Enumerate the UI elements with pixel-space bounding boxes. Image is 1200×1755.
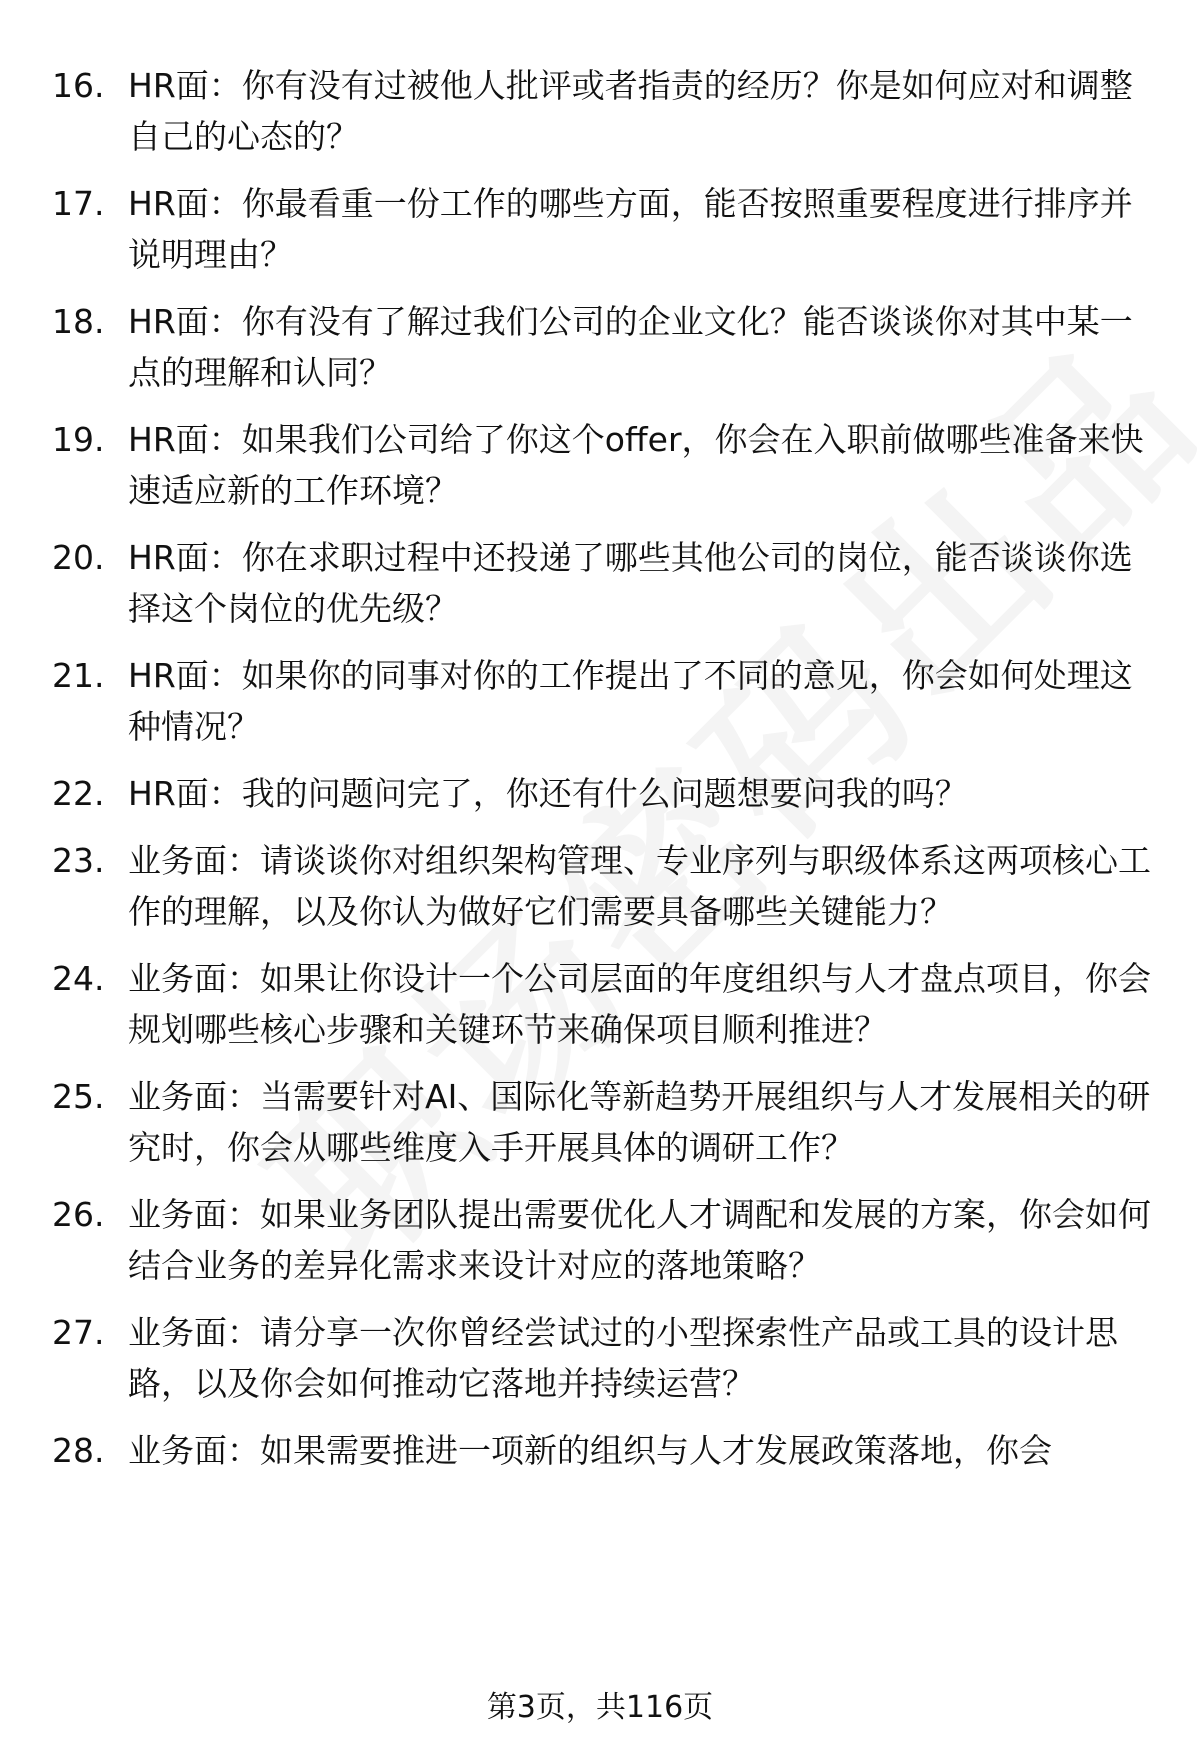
question-number: 17. (52, 184, 105, 223)
question-number: 24. (52, 959, 105, 998)
question-text: HR面：你有没有了解过我们公司的企业文化？能否谈谈你对其中某一点的理解和认同？ (128, 302, 1133, 392)
question-number: 27. (52, 1313, 105, 1352)
question-number: 28. (52, 1431, 105, 1470)
question-text: HR面：如果你的同事对你的工作提出了不同的意见，你会如何处理这种情况？ (128, 656, 1133, 746)
question-text: HR面：你有没有过被他人批评或者指责的经历？你是如何应对和调整自己的心态的？ (128, 66, 1133, 156)
question-text: HR面：我的问题问完了，你还有什么问题想要问我的吗？ (128, 774, 968, 813)
question-text: 业务面：如果让你设计一个公司层面的年度组织与人才盘点项目，你会规划哪些核心步骤和关键环节来确保项目顺利推进？ (128, 959, 1151, 1049)
question-number: 26. (52, 1195, 105, 1234)
question-text: HR面：你在求职过程中还投递了哪些其他公司的岗位，能否谈谈你选择这个岗位的优先级？ (128, 538, 1133, 628)
question-number: 21. (52, 656, 105, 695)
question-text: HR面：你最看重一份工作的哪些方面，能否按照重要程度进行排序并说明理由？ (128, 184, 1133, 274)
question-number: 25. (52, 1077, 105, 1116)
question-text: HR面：如果我们公司给了你这个offer，你会在入职前做哪些准备来快速适应新的工作环境？ (128, 420, 1144, 510)
question-text: 业务面：请分享一次你曾经尝试过的小型探索性产品或工具的设计思路，以及你会如何推动它落地并持续运营？ (128, 1313, 1118, 1403)
question-text: 业务面：如果业务团队提出需要优化人才调配和发展的方案，你会如何结合业务的差异化需求来设计对应的落地策略？ (128, 1195, 1151, 1285)
question-number: 20. (52, 538, 105, 577)
page-number-footer: 第3页，共116页 (486, 1690, 714, 1725)
question-number: 19. (52, 420, 105, 459)
question-text: 业务面：当需要针对AI、国际化等新趋势开展组织与人才发展相关的研究时，你会从哪些维度入手开展具体的调研工作？ (128, 1077, 1151, 1167)
question-text: 业务面：请谈谈你对组织架构管理、专业序列与职级体系这两项核心工作的理解，以及你认为做好它们需要具备哪些关键能力？ (128, 841, 1151, 931)
question-number: 16. (52, 66, 105, 105)
question-number: 18. (52, 302, 105, 341)
question-number: 22. (52, 774, 105, 813)
question-number: 23. (52, 841, 105, 880)
question-text: 业务面：如果需要推进一项新的组织与人才发展政策落地，你会 (128, 1431, 1052, 1470)
